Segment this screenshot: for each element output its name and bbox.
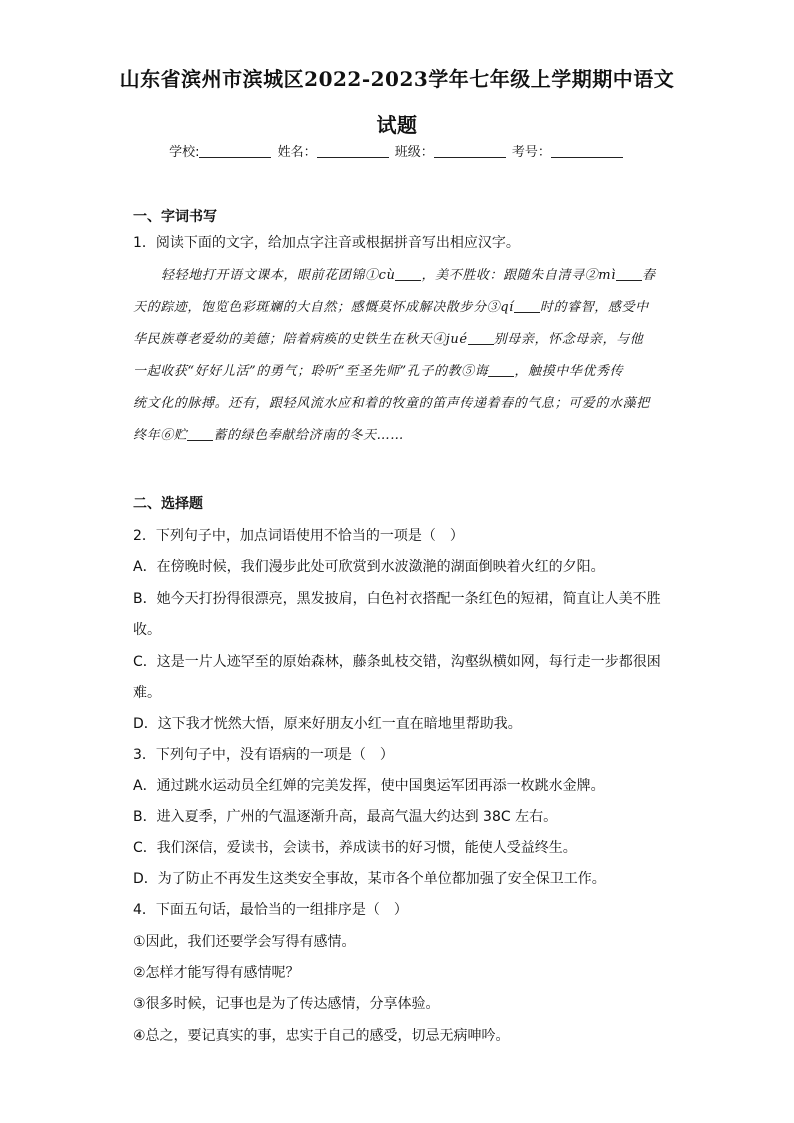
question-3-stem: 3．下列句子中，没有语病的一项是（ ） [133, 747, 394, 763]
passage-line-6: 终年⑥贮 蓄的绿色奉献给济南的冬天…… [133, 428, 404, 443]
section1-heading: 一、字词书写 [133, 209, 217, 225]
question-2-option-c-cont: 难。 [133, 685, 161, 701]
question-4-sentence-2: ②怎样才能写得有感情呢？ [133, 965, 300, 981]
question-2-stem: 2．下列句子中，加点词语使用不恰当的一项是（ ） [133, 528, 464, 544]
passage-line-1: 轻轻地打开语文课本，眼前花团锦①cù ，美不胜收：跟随朱自清寻②mì 春 [161, 268, 656, 283]
question-4-sentence-1: ①因此，我们还要学会写得有感情。 [133, 934, 356, 950]
passage-line-3: 华民族尊老爱幼的美德；陪着病痪的史铁生在秋天④jué 别母亲，怀念母亲，与他 [133, 332, 644, 347]
question-2-option-c[interactable]: C．这是一片人迹罕至的原始森林，藤条虬枝交错，沟壑纵横如网，每行走一步都很困 [133, 654, 661, 670]
passage-line-2: 天的踪迹，饱览色彩斑斓的大自然；感慨莫怀成解决散步分③qí 时的睿智，感受中 [133, 300, 649, 315]
exam-title-line1: 山东省滨州市滨城区2022-2023学年七年级上学期期中语文 [119, 67, 675, 91]
question-4-sentence-4: ④总之，要记真实的事，忠实于自己的感受，切忌无病呻吟。 [133, 1028, 510, 1044]
question-4-sentence-3: ③很多时候，记事也是为了传达感情，分享体验。 [133, 996, 440, 1012]
name-blank[interactable] [317, 143, 389, 158]
question-3-option-d[interactable]: D．为了防止不再发生这类安全事故，某市各个单位都加强了安全保卫工作。 [133, 871, 606, 887]
question-3-option-c[interactable]: C．我们深信，爱读书，会读书，养成读书的好习惯，能使人受益终生。 [133, 840, 577, 856]
answer-blank-5[interactable] [488, 362, 514, 377]
passage-line-5: 统文化的脉搏。还有，跟轻风流水应和着的牧童的笛声传递着春的气息；可爱的水藻把 [133, 396, 650, 411]
school-blank[interactable] [199, 143, 271, 158]
section2-heading: 二、选择题 [133, 496, 203, 512]
question-2-option-a[interactable]: A．在傍晚时候，我们漫步此处可欣赏到水波潋滟的湖面倒映着火红的夕阳。 [133, 559, 605, 575]
question-2-option-d[interactable]: D．这下我才恍然大悟，原来好朋友小红一直在暗地里帮助我。 [133, 716, 522, 732]
school-label: 学校: [169, 145, 200, 160]
student-info-row [0, 143, 794, 163]
question-3-option-a[interactable]: A．通过跳水运动员全红婵的完美发挥，使中国奥运军团再添一枚跳水金牌。 [133, 778, 605, 794]
exam-number-blank[interactable] [551, 143, 623, 158]
answer-blank-2[interactable] [616, 266, 642, 281]
exam-title-line2: 试题 [376, 113, 418, 137]
passage-line-4: 一起收获“好好儿活”的勇气；聆听“至圣先师”孔子的教⑤诲 ，触摸中华优秀传 [133, 364, 624, 379]
class-label: 班级： [394, 145, 434, 160]
question-2-option-b[interactable]: B．她今天打扮得很漂亮，黑发披肩，白色衬衣搭配一条红色的短裙，简直让人美不胜 [133, 591, 661, 607]
answer-blank-6[interactable] [187, 426, 213, 441]
name-label: 姓名： [277, 145, 317, 160]
answer-blank-1[interactable] [395, 266, 421, 281]
class-blank[interactable] [434, 143, 506, 158]
answer-blank-4[interactable] [468, 330, 494, 345]
question-3-option-b[interactable]: B．进入夏季，广州的气温逐渐升高，最高气温大约达到 38C 左右。 [133, 809, 558, 825]
question-1-stem: 1．阅读下面的文字，给加点字注音或根据拼音写出相应汉字。 [133, 235, 520, 251]
answer-blank-3[interactable] [514, 298, 540, 313]
question-2-option-b-cont: 收。 [133, 622, 161, 638]
question-4-stem: 4．下面五句话，最恰当的一组排序是（ ） [133, 902, 408, 918]
exam-number-label: 考号： [511, 145, 551, 160]
